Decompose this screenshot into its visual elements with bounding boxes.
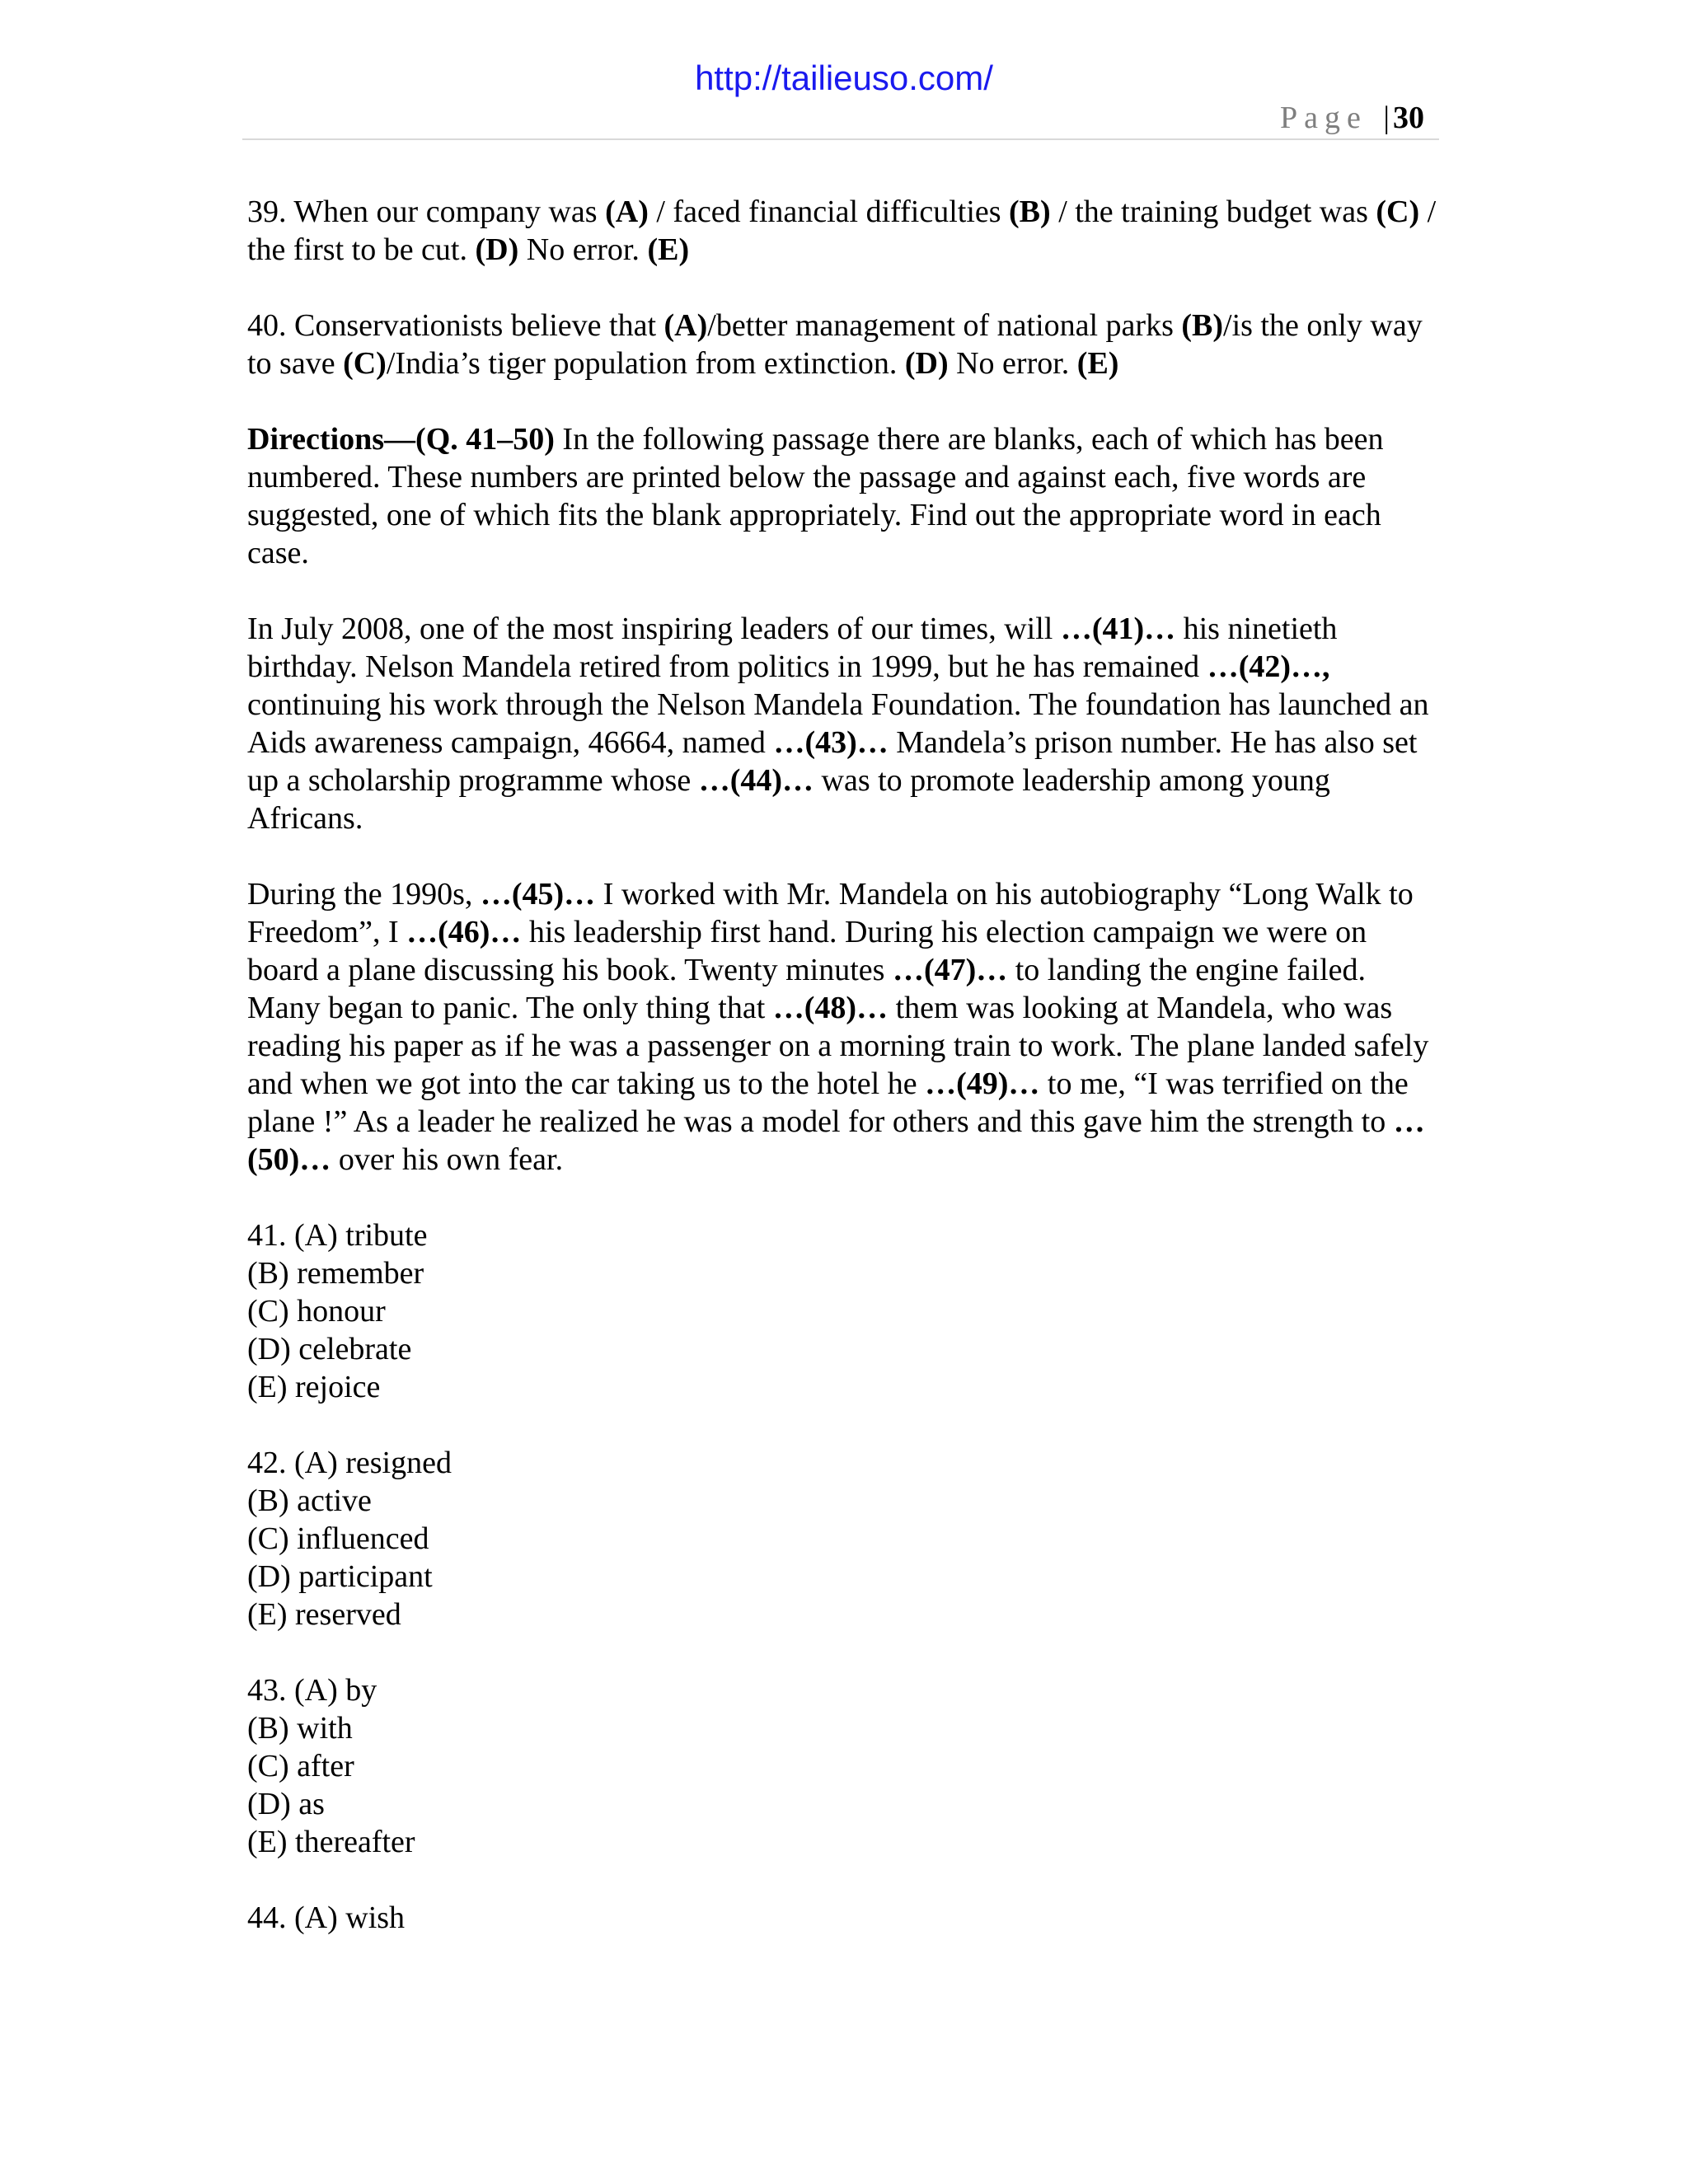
text-segment: his ninetieth birthday. Nelson Mandela retired from politics in 1999, but he has remained <box>247 612 1338 684</box>
bold-marker: (A) <box>663 308 708 343</box>
text-segment: to me, “I was terrified on the plane !” As a leader he realized he was a model for others and this gave him the strength to <box>247 1066 1409 1139</box>
page-content <box>247 193 1441 1975</box>
page-number: 30 <box>1393 101 1424 135</box>
passage-paragraph <box>247 610 1441 837</box>
option-line: (B) with <box>247 1711 353 1746</box>
bold-marker: (E) <box>1076 346 1119 381</box>
option-line: (D) celebrate <box>247 1332 412 1366</box>
text-segment: 39. When our company was <box>247 194 606 229</box>
bold-marker: …(50)… <box>247 1104 1425 1177</box>
page-separator: | <box>1383 101 1390 135</box>
bold-marker: …(41)… <box>1060 612 1176 646</box>
text-segment: /is the only way to save <box>247 308 1423 381</box>
text-segment: / the first to be cut. <box>247 194 1437 267</box>
text-segment: Mandela’s prison number. He has also set up a scholarship programme whose <box>247 725 1418 798</box>
bold-marker: …(44)… <box>698 763 814 798</box>
text-segment: No error. <box>518 232 648 267</box>
text-segment: 40. Conservationists believe that <box>247 308 664 343</box>
question-item <box>247 307 1441 382</box>
option-line: (D) participant <box>247 1559 433 1594</box>
passage-block <box>247 610 1441 1179</box>
text-segment: / the training budget was <box>1050 194 1376 229</box>
option-line: (E) thereafter <box>247 1825 415 1859</box>
option-line: (E) reserved <box>247 1597 401 1632</box>
bold-marker: (E) <box>647 232 690 267</box>
option-line: (B) remember <box>247 1256 424 1291</box>
bold-marker: (A) <box>605 194 649 229</box>
option-line: 44. (A) wish <box>247 1900 406 1935</box>
text-segment: I worked with Mr. Mandela on his autobiography “Long Walk to Freedom”, I <box>247 877 1414 949</box>
bold-marker: …(49)… <box>925 1066 1040 1101</box>
site-url-link[interactable]: http://tailieuso.com/ <box>695 59 993 97</box>
bold-marker: …(48)… <box>772 991 889 1025</box>
text-segment: continuing his work through the Nelson Mandela Foundation. The foundation has launched an Aids awareness campaign, 46664, named <box>247 687 1429 760</box>
option-group <box>247 1444 1441 1633</box>
option-line: 41. (A) tribute <box>247 1218 428 1253</box>
bold-marker: …(42)…, <box>1207 649 1330 684</box>
text-segment: to landing the engine failed. Many began to panic. The only thing that <box>247 953 1367 1025</box>
text-segment: / faced financial difficulties <box>648 194 1010 229</box>
text-segment: In July 2008, one of the most inspiring leaders of our times, will <box>247 612 1061 646</box>
options-block <box>247 1216 1441 1937</box>
option-line: (B) active <box>247 1483 372 1518</box>
option-line: (C) influenced <box>247 1521 429 1556</box>
option-group <box>247 1671 1441 1861</box>
text-segment: his leadership first hand. During his election campaign we were on board a plane discussing his book. Twenty minutes <box>247 915 1367 987</box>
text-segment: /India’s tiger population from extinction. <box>386 346 905 381</box>
bold-marker: Directions—(Q. 41–50) <box>247 422 555 457</box>
bold-marker: …(45)… <box>480 877 596 912</box>
bold-marker: …(46)… <box>406 915 522 949</box>
option-group <box>247 1216 1441 1406</box>
bold-marker: (B) <box>1009 194 1051 229</box>
option-line: 42. (A) resigned <box>247 1446 452 1480</box>
bold-marker: (D) <box>475 232 519 267</box>
text-segment: was to promote leadership among young Africans. <box>247 763 1330 836</box>
option-line: (D) as <box>247 1787 325 1821</box>
page-label: Page <box>1280 101 1367 135</box>
previous-questions <box>247 193 1441 382</box>
passage-paragraph <box>247 875 1441 1179</box>
option-line: (E) rejoice <box>247 1370 381 1404</box>
text-segment: During the 1990s, <box>247 877 481 912</box>
option-line: 43. (A) by <box>247 1673 377 1708</box>
option-group <box>247 1899 1441 1937</box>
text-segment: No error. <box>948 346 1077 381</box>
question-item <box>247 193 1441 269</box>
bold-marker: (C) <box>1376 194 1420 229</box>
option-line: (C) after <box>247 1749 354 1783</box>
bold-marker: …(47)… <box>892 953 1008 987</box>
bold-marker: (D) <box>904 346 949 381</box>
directions-block <box>247 420 1441 572</box>
text-segment: over his own fear. <box>331 1142 564 1177</box>
option-line: (C) honour <box>247 1294 386 1329</box>
directions-text <box>247 420 1441 572</box>
bold-marker: …(43)… <box>773 725 889 760</box>
text-segment: them was looking at Mandela, who was reading his paper as if he was a passenger on a morning train to work. The plane landed safely and when we got into the car taking us to the hotel he <box>247 991 1429 1101</box>
page-number-header <box>1280 97 1424 138</box>
text-segment: In the following passage there are blanks, each of which has been numbered. These numbers are printed below the passage and against each, five words are suggested, one of which fits the blank appropriately. Find out the appropriate word in each case. <box>247 422 1384 570</box>
bold-marker: (C) <box>343 346 387 381</box>
header-divider <box>242 138 1439 140</box>
text-segment: /better management of national parks <box>707 308 1182 343</box>
bold-marker: (B) <box>1181 308 1224 343</box>
